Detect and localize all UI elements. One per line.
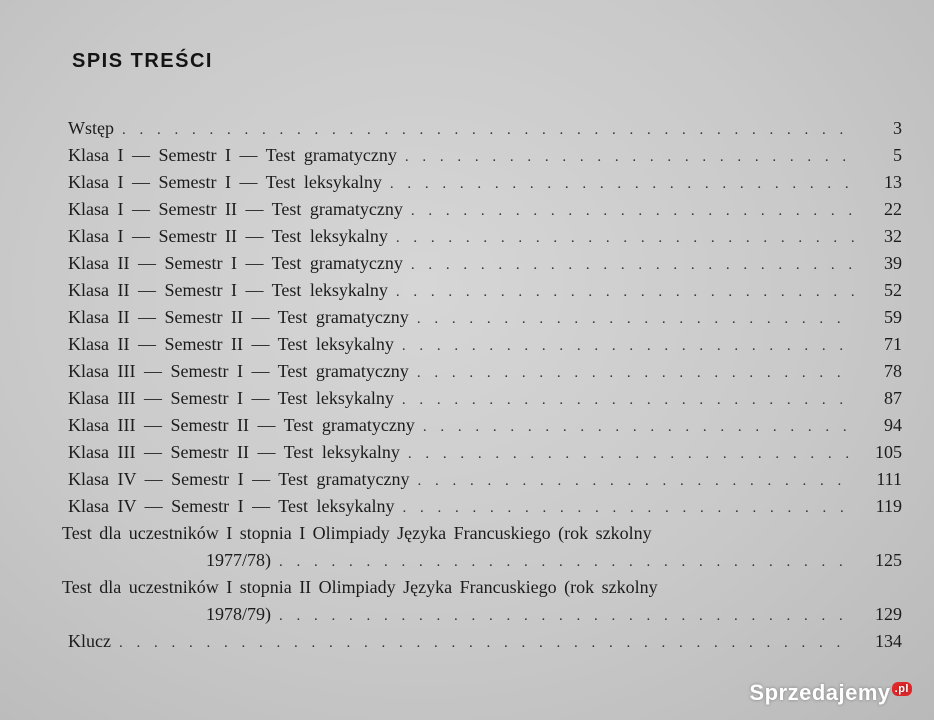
toc-entry-title: Klasa I — Semestr II — Test leksykalny [68, 226, 388, 246]
toc-entry-title-line2: 1978/79) [206, 604, 271, 624]
watermark-badge: .pl [892, 682, 912, 696]
toc-entry-title: Klasa I — Semestr I — Test leksykalny [68, 172, 382, 192]
dot-leader [417, 360, 854, 387]
toc-entry [62, 277, 908, 304]
toc-entry [62, 196, 908, 223]
toc-entry [62, 628, 908, 655]
toc-page-number: 52 [884, 280, 902, 300]
toc-entry-title-line2: 1977/78) [206, 550, 271, 570]
toc-page-number: 39 [884, 253, 902, 273]
toc-entry-title: Klasa IV — Semestr I — Test gramatyczny [68, 469, 410, 489]
page-heading: SPIS TREŚCI [72, 50, 213, 72]
dot-leader [390, 171, 854, 198]
toc-entry [62, 493, 908, 520]
dot-leader [408, 441, 854, 468]
toc-entry [62, 169, 908, 196]
toc-page-number: 129 [875, 604, 902, 624]
dot-leader [122, 117, 854, 144]
toc-entry-title: Klasa III — Semestr I — Test gramatyczny [68, 361, 409, 381]
toc-entry-title: Klasa II — Semestr II — Test leksykalny [68, 334, 394, 354]
watermark-logo [749, 680, 912, 706]
toc-entry [62, 466, 908, 493]
dot-leader [411, 198, 854, 225]
toc-entry-title: Klasa I — Semestr I — Test gramatyczny [68, 145, 397, 165]
dot-leader [411, 252, 854, 279]
toc-entry-title: Klasa II — Semestr II — Test gramatyczny [68, 307, 409, 327]
toc-page-number: 22 [884, 199, 902, 219]
toc-page-number: 87 [884, 388, 902, 408]
toc-entry [62, 304, 908, 331]
toc-entry-olympiad [62, 520, 908, 574]
toc-entry-title-line2-row [62, 547, 908, 574]
toc-entry-title-line1: Test dla uczestników I stopnia I Olimpiady Języka Francuskiego (rok szkolny [62, 523, 652, 543]
toc-entry-title: Klucz [68, 631, 111, 651]
toc-entry [62, 115, 908, 142]
toc-entry-title: Klasa II — Semestr I — Test gramatyczny [68, 253, 403, 273]
toc-entry [62, 250, 908, 277]
toc-page-number: 111 [876, 469, 902, 489]
toc-page-number: 3 [893, 118, 902, 138]
toc-entry [62, 439, 908, 466]
toc-entry-title: Wstęp [68, 118, 114, 138]
watermark-text: Sprzedajemy [749, 680, 891, 705]
toc-page-number: 105 [875, 442, 902, 462]
dot-leader [403, 495, 854, 522]
toc-entry [62, 412, 908, 439]
toc-entry [62, 142, 908, 169]
toc-entry-title: Klasa IV — Semestr I — Test leksykalny [68, 496, 395, 516]
toc-entry-title-line2-row [62, 601, 908, 628]
dot-leader [279, 603, 854, 630]
toc-entry-title: Klasa III — Semestr II — Test gramatyczny [68, 415, 415, 435]
dot-leader [418, 468, 855, 495]
toc-page-number: 32 [884, 226, 902, 246]
toc-entry [62, 331, 908, 358]
dot-leader [405, 144, 854, 171]
toc-entry-olympiad [62, 574, 908, 628]
toc-entry-title: Klasa II — Semestr I — Test leksykalny [68, 280, 388, 300]
dot-leader [396, 279, 854, 306]
toc-page-number: 134 [875, 631, 902, 651]
toc-page-number: 125 [875, 550, 902, 570]
toc-entry [62, 385, 908, 412]
toc-page-number: 78 [884, 361, 902, 381]
table-of-contents [62, 115, 908, 655]
toc-entry-title-line1: Test dla uczestników I stopnia II Olimpiady Języka Francuskiego (rok szkolny [62, 577, 658, 597]
dot-leader [279, 549, 854, 576]
toc-entry-title: Klasa III — Semestr II — Test leksykalny [68, 442, 400, 462]
toc-page-number: 94 [884, 415, 902, 435]
dot-leader [119, 630, 854, 657]
dot-leader [396, 225, 854, 252]
toc-page-number: 59 [884, 307, 902, 327]
dot-leader [402, 387, 854, 414]
toc-page-number: 13 [884, 172, 902, 192]
toc-entry-title: Klasa III — Semestr I — Test leksykalny [68, 388, 394, 408]
dot-leader [423, 414, 854, 441]
dot-leader [417, 306, 854, 333]
toc-page-number: 71 [884, 334, 902, 354]
dot-leader [402, 333, 854, 360]
toc-entry [62, 358, 908, 385]
toc-page-number: 5 [893, 145, 902, 165]
toc-entry [62, 223, 908, 250]
toc-entry-title: Klasa I — Semestr II — Test gramatyczny [68, 199, 403, 219]
toc-page-number: 119 [875, 496, 902, 516]
